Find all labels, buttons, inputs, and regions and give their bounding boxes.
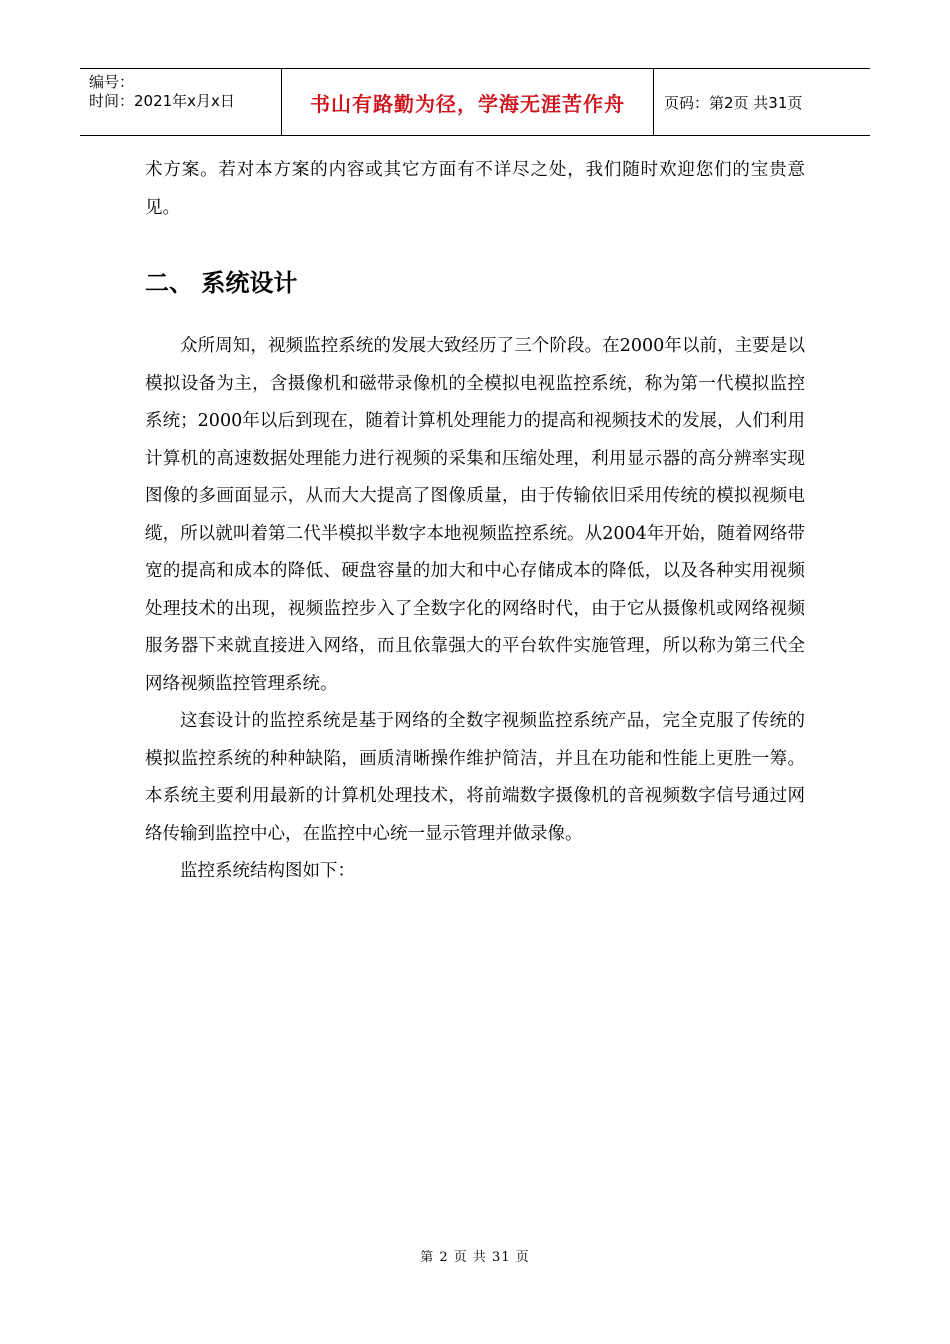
section-heading: 二、 系统设计	[145, 269, 298, 297]
paragraph-system-overview: 这套设计的监控系统是基于网络的全数字视频监控系统产品，完全克服了传统的模拟监控系统的种种缺陷，画质清晰操作维护简洁，并且在功能和性能上更胜一筹。本系统主要利用最新的计算机处理技术，将前端数字摄像机的音视频数字信号通过网络传输到监控中心，在监控中心统一显示管理并做录像。	[145, 711, 805, 844]
document-number-label: 编号：	[89, 73, 135, 91]
paragraph-diagram-intro: 监控系统结构图如下：	[180, 861, 355, 881]
header-meta	[80, 69, 281, 135]
header-page-info: 页码：第2页 共31页	[664, 93, 803, 112]
document-date: 时间：2021年x月x日	[89, 92, 235, 110]
header-motto: 书山有路勤为径，学海无涯苦作舟	[281, 69, 654, 135]
paragraph-history: 众所周知，视频监控系统的发展大致经历了三个阶段。在2000年以前，主要是以模拟设备为主，含摄像机和磁带录像机的全模拟电视监控系统，称为第一代模拟监控系统；2000年以后到现在，随着计算机处理能力的提高和视频技术的发展，人们利用计算机的高速数据处理能力进行视频的采集和压缩处理，利用显示器的高分辨率实现图像的多画面显示，从而大大提高了图像质量，由于传输依旧采用传统的模拟视频电缆，所以就叫着第二代半模拟半数字本地视频监控系统。从2004年开始，随着网络带宽的提高和成本的降低、硬盘容量的加大和中心存储成本的降低，以及各种实用视频处理技术的出现，视频监控步入了全数字化的网络时代，由于它从摄像机或网络视频服务器下来就直接进入网络，而且依靠强大的平台软件实施管理，所以称为第三代全网络视频监控管理系统。	[145, 336, 805, 694]
paragraph-continuation: 术方案。若对本方案的内容或其它方面有不详尽之处，我们随时欢迎您们的宝贵意见。	[145, 160, 805, 218]
document-body	[145, 152, 805, 891]
page-footer: 第 2 页 共 31 页	[420, 1250, 530, 1265]
page-header	[80, 68, 870, 136]
